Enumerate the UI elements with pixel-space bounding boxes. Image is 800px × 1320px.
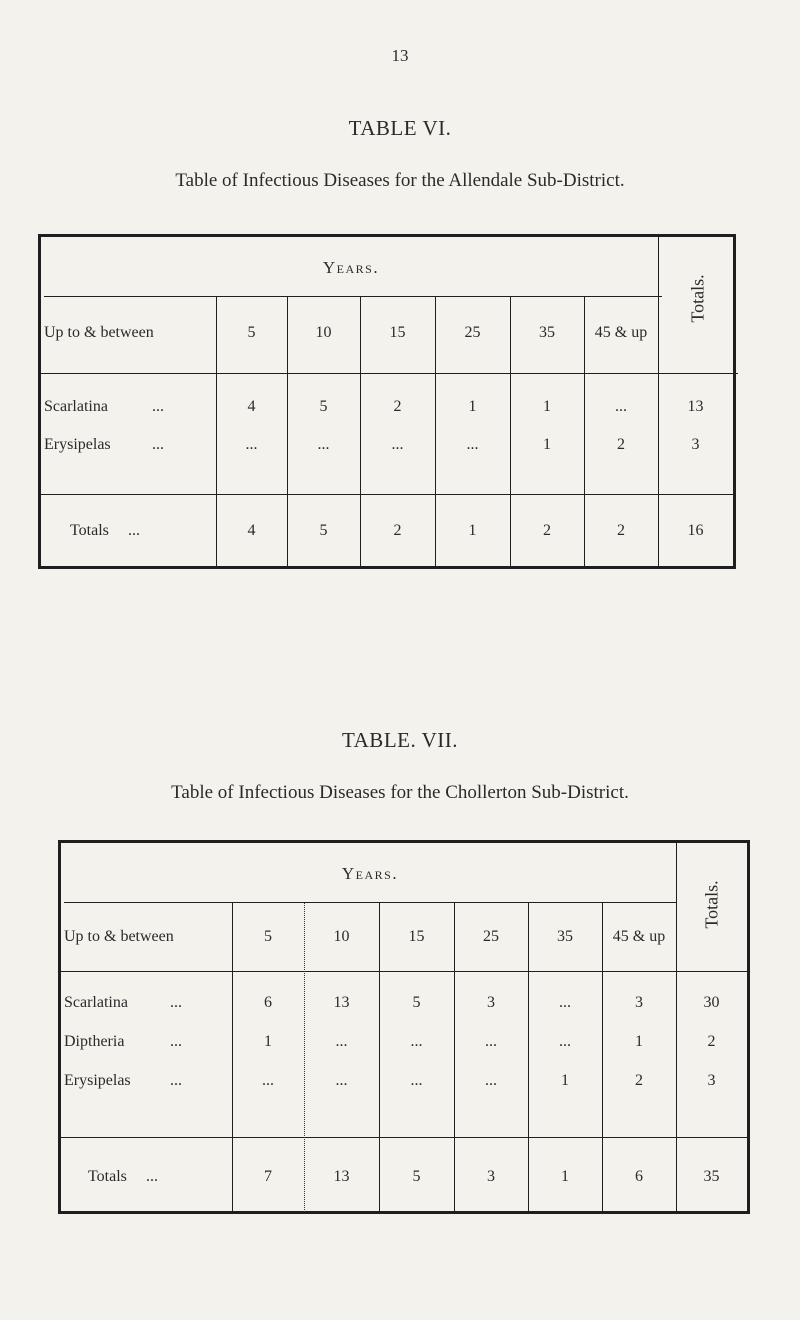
- table-7-cell: ...: [410, 1033, 423, 1050]
- table-6-cell: 2: [617, 436, 625, 453]
- table-7-header-age: Up to & between: [64, 928, 174, 945]
- table-7-header-col: 25: [483, 928, 499, 945]
- table-7-cell: 2: [707, 1033, 716, 1050]
- table-6-total-cell: 1: [468, 522, 477, 539]
- table-7-totals-header: Totals.: [701, 880, 722, 929]
- table-6-cell: ...: [245, 436, 258, 453]
- table-7-header-col: 15: [408, 928, 425, 945]
- table-6-cell: 13: [687, 398, 704, 415]
- table-7-years-header: Years.: [341, 864, 399, 883]
- table-7-total-cell: 5: [412, 1168, 421, 1185]
- table-7-cell: ...: [559, 1033, 571, 1050]
- table-7-cell: ...: [485, 1033, 497, 1050]
- table-7-title: TABLE. VII.: [342, 728, 458, 752]
- table-6-cell: ...: [466, 436, 479, 453]
- table-7-total-cell: 1: [561, 1168, 569, 1185]
- table-7-row-label: Erysipelas: [64, 1072, 131, 1089]
- table-6-cell: 4: [247, 398, 256, 415]
- table-7-cell: 30: [703, 994, 720, 1011]
- table-7-cell: 13: [333, 994, 350, 1011]
- table-7-cell: 3: [707, 1072, 716, 1089]
- table-7-cell: 3: [487, 994, 495, 1011]
- table-6-total-cell: 2: [543, 522, 551, 539]
- table-7-row-dots: ...: [170, 1033, 182, 1050]
- table-6-row-label: Scarlatina: [44, 398, 108, 415]
- table-6-header-col: 45 & up: [594, 324, 648, 341]
- table-7-cell: ...: [262, 1072, 274, 1089]
- table-6-cell: 5: [319, 398, 328, 415]
- table-7-row-label: Scarlatina: [64, 994, 128, 1011]
- table-6-cell: 3: [691, 436, 700, 453]
- table-6-row-label: Erysipelas: [44, 436, 111, 453]
- table-7-cell: 5: [412, 994, 421, 1011]
- table-7-cell: ...: [410, 1072, 423, 1089]
- table-7-cell: 6: [264, 994, 272, 1011]
- table-7-cell: 1: [561, 1072, 569, 1089]
- table-6-row-dots: ...: [152, 398, 164, 415]
- table-7-cell: 1: [264, 1033, 272, 1050]
- table-7-cell: ...: [335, 1033, 348, 1050]
- table-7-total-cell: 3: [487, 1168, 495, 1185]
- table-7-row-dots: ...: [170, 1072, 182, 1089]
- table-7-total-cell: 6: [635, 1168, 643, 1185]
- table-6-header-col: 15: [389, 324, 406, 341]
- table-7-total-cell: 7: [264, 1168, 272, 1185]
- table-7-row-dots: ...: [170, 994, 182, 1011]
- table-7-cell: 2: [635, 1072, 643, 1089]
- table-6-cell: 1: [543, 436, 551, 453]
- table-6-header-col: 35: [539, 324, 555, 341]
- table-6-total-cell: 16: [687, 522, 704, 539]
- table-6-cell: 1: [468, 398, 477, 415]
- table-7-header-col: 45 & up: [612, 928, 666, 945]
- table-6-cell: ...: [391, 436, 404, 453]
- page-number: 13: [391, 46, 409, 65]
- table-6-header-col: 25: [464, 324, 481, 341]
- table-7-row-label: Diptheria: [64, 1033, 125, 1050]
- table-7-caption: Table of Infectious Diseases for the Chollerton Sub-District.: [171, 782, 629, 803]
- table-7-total-cell: 13: [333, 1168, 350, 1185]
- table-6-total-cell: 2: [393, 522, 402, 539]
- table-6-cell: ...: [317, 436, 330, 453]
- table-6-totals-label: Totals: [70, 522, 109, 539]
- table-6-years-header: Years.: [322, 258, 380, 277]
- table-6-title: TABLE VI.: [348, 116, 452, 140]
- table-6-header-col: 10: [315, 324, 332, 341]
- table-6-total-cell: 2: [617, 522, 625, 539]
- table-7-totals-label: Totals: [88, 1168, 127, 1185]
- table-6-cell: 2: [393, 398, 402, 415]
- table-7-totals-dots: ...: [146, 1168, 158, 1185]
- table-6-header-col: 5: [247, 324, 256, 341]
- table-7-cell: 1: [635, 1033, 643, 1050]
- table-7-cell: 3: [635, 994, 643, 1011]
- table-6-row-dots: ...: [152, 436, 164, 453]
- table-6-cell: ...: [615, 398, 627, 415]
- table-6-total-cell: 5: [319, 522, 328, 539]
- table-6-caption: Table of Infectious Diseases for the Allendale Sub-District.: [175, 170, 625, 191]
- table-7-header-col: 5: [264, 928, 272, 945]
- table-6-cell: 1: [543, 398, 551, 415]
- table-7-cell: ...: [559, 994, 571, 1011]
- table-7-total-cell: 35: [703, 1168, 720, 1185]
- table-6-totals-dots: ...: [128, 522, 140, 539]
- table-7-cell: ...: [485, 1072, 497, 1089]
- table-6-header-age: Up to & between: [44, 324, 154, 341]
- table-7-header-col: 35: [557, 928, 573, 945]
- table-7-cell: ...: [335, 1072, 348, 1089]
- table-6-total-cell: 4: [247, 522, 256, 539]
- table-6-totals-header: Totals.: [687, 274, 708, 323]
- table-7-header-col: 10: [333, 928, 350, 945]
